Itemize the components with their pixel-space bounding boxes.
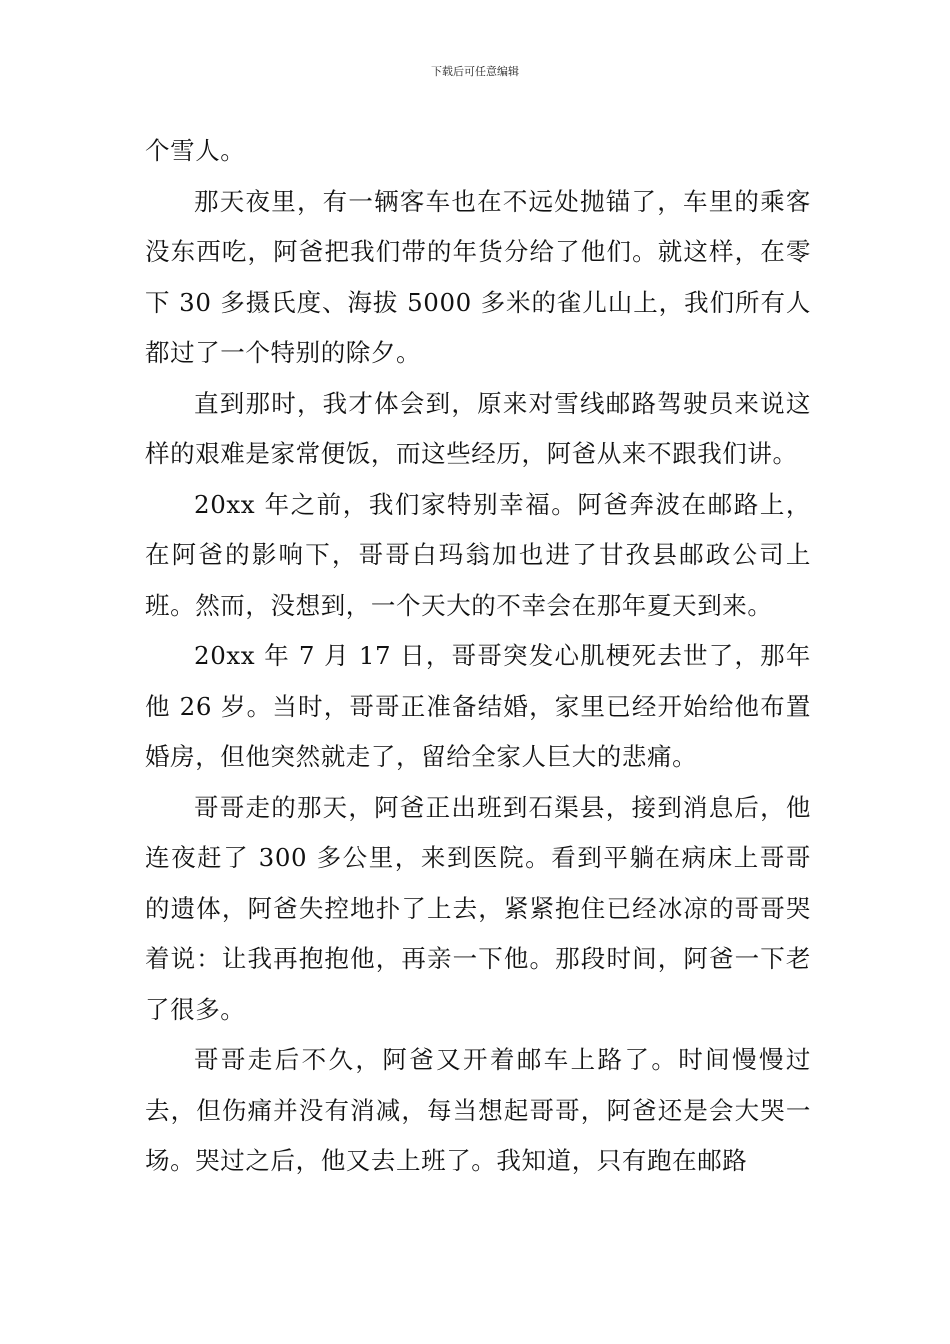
paragraph: 那天夜里，有一辆客车也在不远处抛锚了，车里的乘客没东西吃，阿爸把我们带的年货分给了他们。就这样，在零下 30 多摄氏度、海拔 5000 多米的雀儿山上，我们所有人都过了一个特别的除夕。 (145, 186, 811, 367)
page-header: 下载后可任意编辑 (431, 65, 519, 78)
paragraph: 20xx 年之前，我们家特别幸福。阿爸奔波在邮路上，在阿爸的影响下，哥哥白玛翁加也进了甘孜县邮政公司上班。然而，没想到，一个天大的不幸会在那年夏天到来。 (145, 489, 811, 620)
paragraph: 个雪人。 (145, 136, 246, 165)
body-text (145, 126, 811, 1187)
paragraph: 哥哥走的那天，阿爸正出班到石渠县，接到消息后，他连夜赶了 300 多公里，来到医院。看到平躺在病床上哥哥的遗体，阿爸失控地扑了上去，紧紧抱住已经冰凉的哥哥哭着说：让我再抱抱他，再亲一下他。那段时间，阿爸一下老了很多。 (145, 792, 811, 1024)
paragraph: 直到那时，我才体会到，原来对雪线邮路驾驶员来说这样的艰难是家常便饭，而这些经历，阿爸从来不跟我们讲。 (145, 388, 811, 468)
paragraph: 哥哥走后不久，阿爸又开着邮车上路了。时间慢慢过去，但伤痛并没有消减，每当想起哥哥，阿爸还是会大哭一场。哭过之后，他又去上班了。我知道，只有跑在邮路 (145, 1045, 811, 1175)
paragraph: 20xx 年 7 月 17 日，哥哥突发心肌梗死去世了，那年他 26 岁。当时，哥哥正准备结婚，家里已经开始给他布置婚房，但他突然就走了，留给全家人巨大的悲痛。 (145, 641, 811, 771)
